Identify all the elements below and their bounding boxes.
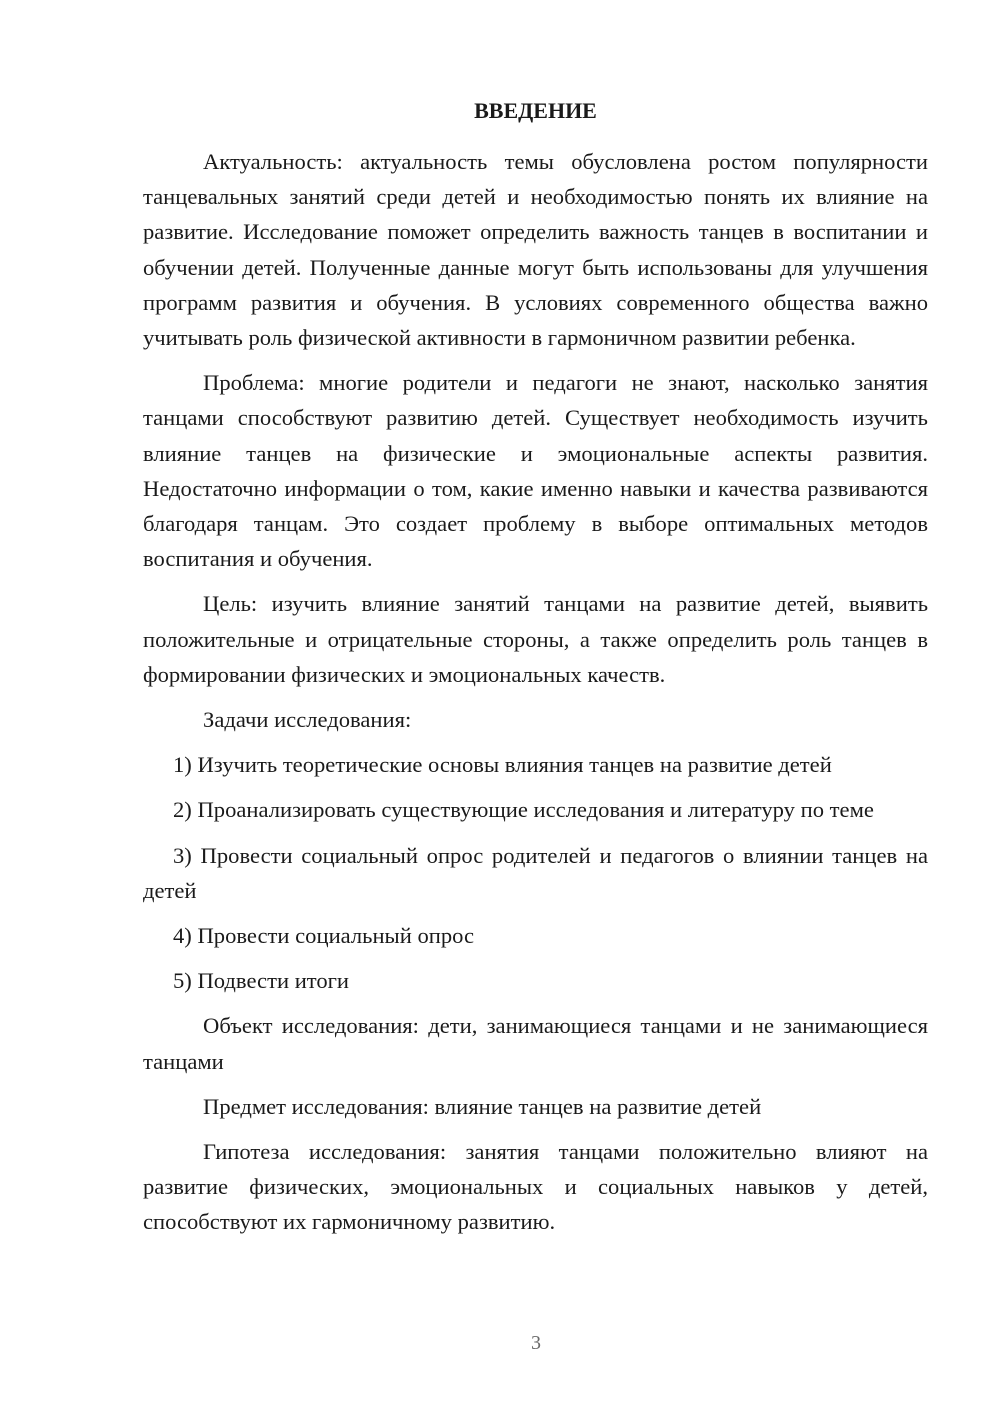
problem-paragraph: Проблема: многие родители и педагоги не знают, насколько занятия танцами способствуют развитию детей. Существует необходимость изучить влияние танцев на физические и эмоциональные аспекты развития. Недостаточно информации о том, какие именно навыки и качества развиваются благодаря танцам. Это создает проблему в выборе оптимальных методов воспитания и обучения. — [143, 370, 928, 572]
document-page — [143, 92, 928, 1240]
relevance-paragraph: Актуальность: актуальность темы обусловлена ростом популярности танцевальных занятий среди детей и необходимостью понять их влияние на развитие. Исследование поможет определить важность танцев в воспитании и обучении детей. Полученные данные могут быть использованы для улучшения программ развития и обучения. В условиях современного общества важно учитывать роль физической активности в гармоничном развитии ребенка. — [143, 149, 928, 351]
task-item-1: 1) Изучить теоретические основы влияния танцев на развитие детей — [173, 752, 832, 778]
goal-paragraph: Цель: изучить влияние занятий танцами на развитие детей, выявить положительные и отрицательные стороны, а также определить роль танцев в формировании физических и эмоциональных качеств. — [143, 591, 928, 687]
tasks-title: Задачи исследования: — [203, 707, 412, 733]
page-number: 3 — [531, 1332, 541, 1354]
hypothesis-paragraph: Гипотеза исследования: занятия танцами положительно влияют на развитие физических, эмоциональных и социальных навыков у детей, способствуют их гармоничному развитию. — [143, 1139, 928, 1235]
task-item-5: 5) Подвести итоги — [173, 968, 350, 994]
section-heading: ВВЕДЕНИЕ — [474, 98, 597, 123]
object-paragraph: Объект исследования: дети, занимающиеся танцами и не занимающиеся танцами — [143, 1013, 928, 1074]
task-item-3: 3) Провести социальный опрос родителей и педагогов о влиянии танцев на детей — [143, 842, 928, 903]
task-item-2: 2) Проанализировать существующие исследования и литературу по теме — [173, 797, 874, 823]
subject-paragraph: Предмет исследования: влияние танцев на развитие детей — [203, 1093, 762, 1119]
task-item-4: 4) Провести социальный опрос — [173, 923, 475, 949]
